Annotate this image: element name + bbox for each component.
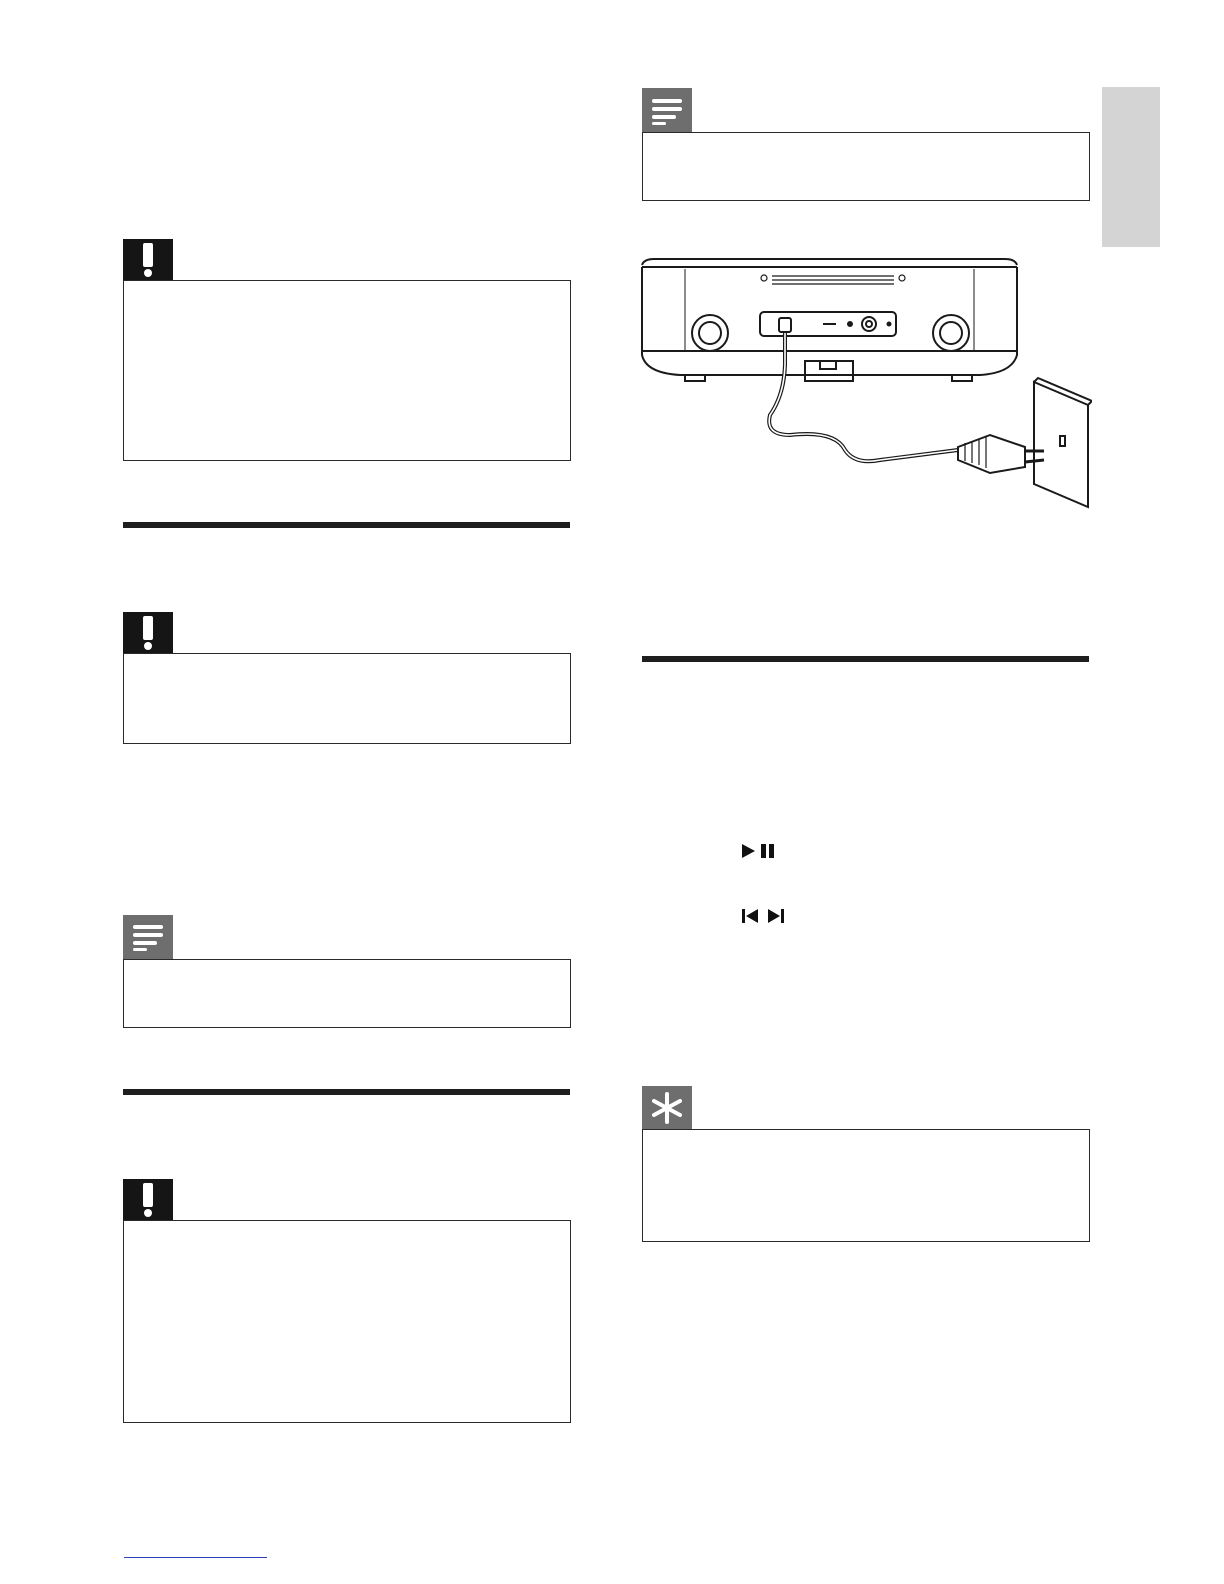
note-lines-icon: [650, 97, 684, 125]
previous-next-icon: [741, 908, 787, 924]
note-box: [642, 132, 1090, 201]
exclamation-icon: [140, 616, 156, 650]
caution-box: [123, 1220, 571, 1423]
exclamation-icon: [140, 243, 156, 277]
tip-icon-tab: [642, 1086, 692, 1129]
tip-box: [642, 1129, 1090, 1242]
section-divider: [642, 656, 1089, 662]
asterisk-icon: [650, 1091, 684, 1125]
note-icon-tab: [123, 915, 173, 959]
play-pause-icon: [741, 843, 777, 859]
caution-box: [123, 653, 571, 744]
caution-icon-tab: [123, 1179, 173, 1221]
caution-box: [123, 280, 571, 461]
section-divider: [123, 1089, 570, 1095]
product-rear-power-illustration: [640, 255, 1092, 510]
note-lines-icon: [131, 923, 165, 951]
note-box: [123, 959, 571, 1028]
language-side-tab: [1102, 87, 1160, 247]
caution-icon-tab: [123, 239, 173, 281]
footer-link-underline[interactable]: [124, 1557, 267, 1558]
note-icon-tab: [642, 88, 692, 133]
exclamation-icon: [140, 1183, 156, 1217]
caution-icon-tab: [123, 612, 173, 654]
section-divider: [123, 522, 570, 528]
